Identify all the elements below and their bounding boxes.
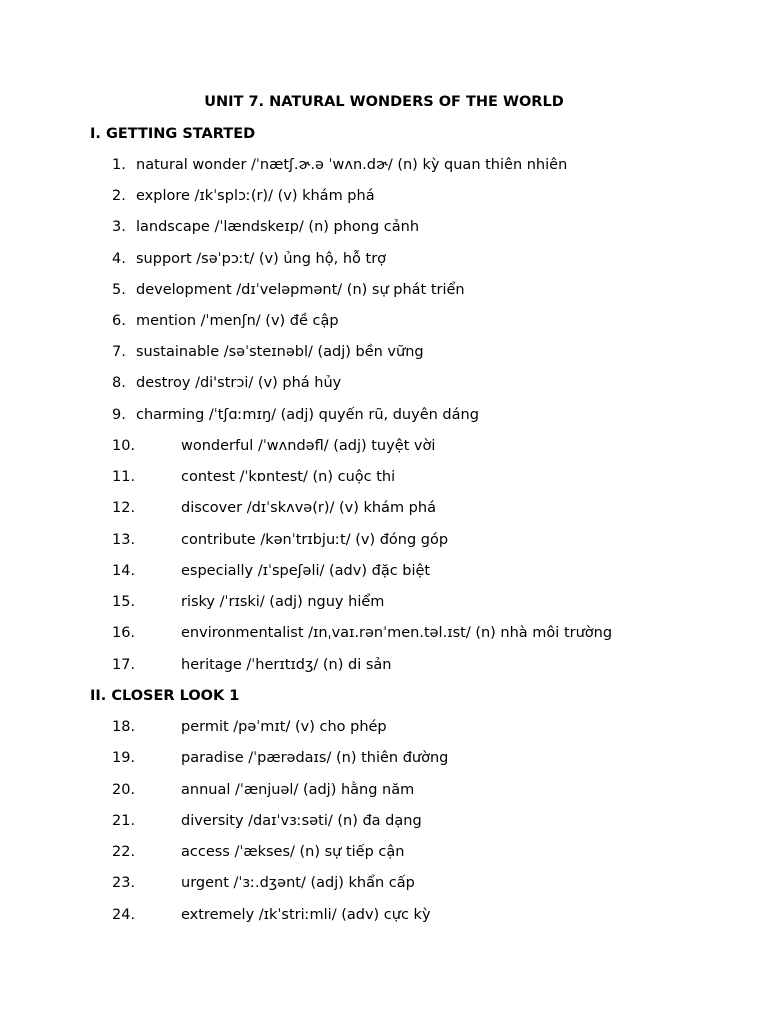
item-text: support /səˈpɔːt/ (v) ủng hộ, hỗ trợ: [136, 251, 387, 267]
item-text: destroy /di'strɔi/ (v) phá hủy: [136, 375, 342, 391]
item-text: sustainable /səˈsteɪnəbl/ (adj) bền vững: [136, 344, 424, 360]
item-number: 20.: [112, 782, 136, 798]
item-text: risky /ˈrɪski/ (adj) nguy hiểm: [181, 594, 385, 610]
item-number: 19.: [112, 750, 136, 766]
item-number: 18.: [112, 719, 136, 735]
item-number: 8.: [112, 375, 126, 391]
item-text: access /ˈækses/ (n) sự tiếp cận: [181, 844, 405, 860]
item-number: 14.: [112, 563, 136, 579]
item-text: discover /dɪˈskʌvə(r)/ (v) khám phá: [181, 500, 436, 516]
item-text: diversity /daɪˈvɜːsəti/ (n) đa dạng: [181, 813, 422, 829]
item-number: 4.: [112, 251, 126, 267]
item-text: development /dɪˈveləpmənt/ (n) sự phát triển: [136, 282, 465, 298]
item-text: especially /ɪˈspeʃəli/ (adv) đặc biệt: [181, 563, 431, 579]
item-number: 5.: [112, 282, 126, 298]
item-number: 7.: [112, 344, 126, 360]
item-text: paradise /ˈpærədaɪs/ (n) thiên đường: [181, 750, 449, 766]
item-text: natural wonder /ˈnætʃ.ɚ.ə ˈwʌn.dɚ/ (n) kỳ quan thiên nhiên: [136, 157, 568, 173]
item-number: 2.: [112, 188, 126, 204]
item-text: wonderful /ˈwʌndəfl/ (adj) tuyệt vời: [181, 438, 436, 454]
item-text: annual /ˈænjuəl/ (adj) hằng năm: [181, 782, 415, 798]
item-text: mention /ˈmenʃn/ (v) đề cập: [136, 313, 339, 329]
item-number: 6.: [112, 313, 126, 329]
item-number: 13.: [112, 532, 136, 548]
page-title: UNIT 7. NATURAL WONDERS OF THE WORLD: [204, 94, 564, 110]
item-number: 3.: [112, 219, 126, 235]
item-number: 22.: [112, 844, 136, 860]
item-text: extremely /ɪkˈstriːmli/ (adv) cực kỳ: [181, 907, 431, 923]
item-number: 1.: [112, 157, 126, 173]
section-heading-getting-started: I. GETTING STARTED: [90, 126, 256, 142]
item-text: urgent /ˈɜː.dʒənt/ (adj) khẩn cấp: [181, 875, 415, 891]
item-text: landscape /ˈlændskeɪp/ (n) phong cảnh: [136, 219, 420, 235]
item-number: 24.: [112, 907, 136, 923]
item-text: heritage /ˈherɪtɪdʒ/ (n) di sản: [181, 657, 392, 673]
item-text: contribute /kənˈtrɪbjuːt/ (v) đóng góp: [181, 532, 449, 548]
item-number: 12.: [112, 500, 136, 516]
item-number: 10.: [112, 438, 136, 454]
item-number: 15.: [112, 594, 136, 610]
item-text: environmentalist /ɪnˌvaɪ.rənˈmen.təl.ɪst/ (n) nhà môi trường: [181, 625, 613, 641]
item-text: explore /ɪkˈsplɔː(r)/ (v) khám phá: [136, 188, 375, 204]
item-number: 16.: [112, 625, 136, 641]
item-text: contest /ˈkɒntest/ (n) cuộc thi: [181, 469, 396, 485]
item-number: 9.: [112, 407, 126, 423]
item-number: 23.: [112, 875, 136, 891]
item-number: 17.: [112, 657, 136, 673]
item-text: permit /pəˈmɪt/ (v) cho phép: [181, 719, 387, 735]
item-text: charming /ˈtʃɑːmɪŋ/ (adj) quyến rũ, duyên dáng: [136, 407, 479, 423]
item-number: 11.: [112, 469, 136, 485]
section-heading-closer-look-1: II. CLOSER LOOK 1: [90, 688, 240, 704]
item-number: 21.: [112, 813, 136, 829]
